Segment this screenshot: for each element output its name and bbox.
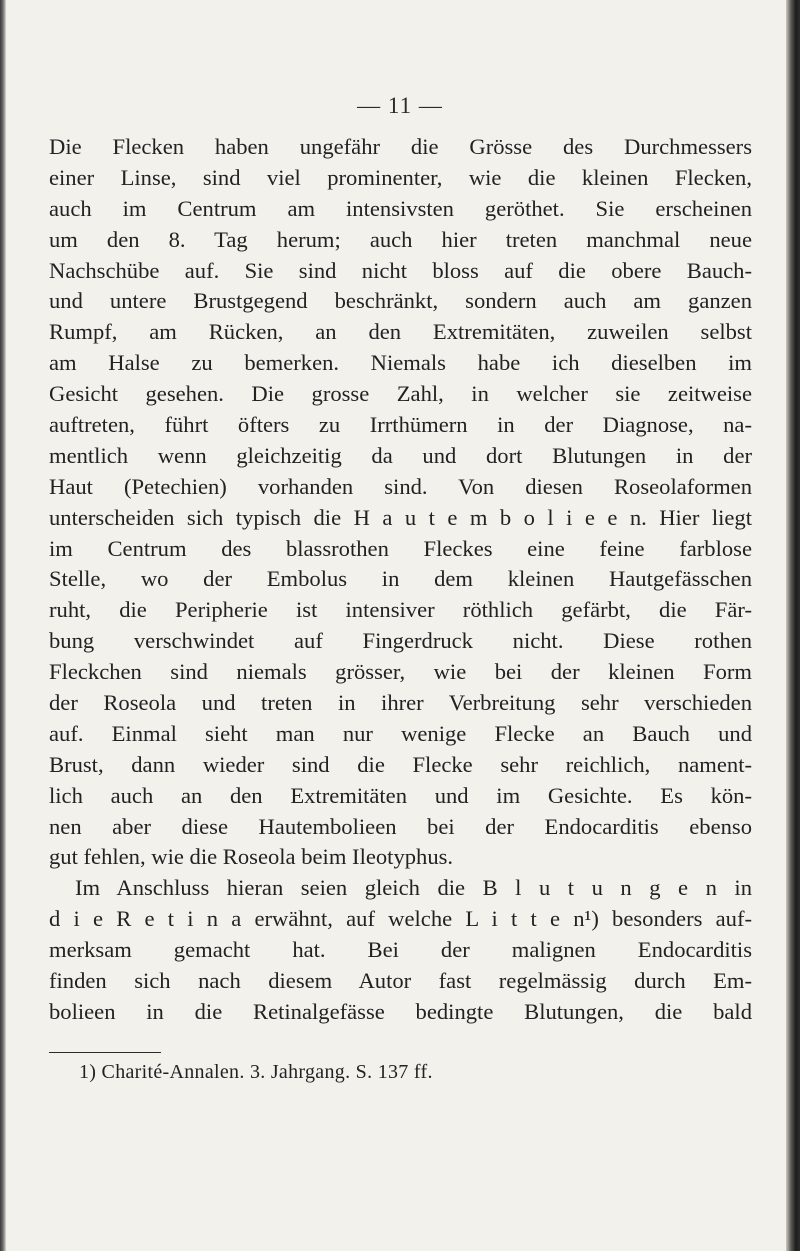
text-line: d i e R e t i n a erwähnt, auf welche L i t t e n¹) besonders auf-	[49, 906, 752, 932]
text-line: Im Anschluss hieran seien gleich die B l u t u n g e n in	[75, 875, 752, 901]
text-line: merksam gemacht hat. Bei der malignen Endocarditis	[49, 937, 752, 963]
text-line: am Halse zu bemerken. Niemals habe ich dieselben im	[49, 350, 752, 376]
footnote-rule	[49, 1052, 161, 1053]
text-line: gut fehlen, wie die Roseola beim Ileotyphus.	[49, 844, 454, 870]
text-line: im Centrum des blassrothen Fleckes eine feine farblose	[49, 535, 752, 561]
text-line: nen aber diese Hautembolieen bei der Endocarditis ebenso	[49, 813, 752, 839]
text-line: auftreten, führt öfters zu Irrthümern in der Diagnose, na-	[49, 412, 752, 438]
left-binding-edge	[0, 0, 6, 1251]
text-line: Rumpf, am Rücken, an den Extremitäten, zuweilen selbst	[49, 319, 752, 345]
text-line: Fleckchen sind niemals grösser, wie bei der kleinen Form	[49, 659, 752, 685]
page-number: — 11 —	[357, 93, 443, 118]
text-line: unterscheiden sich typisch die H a u t e m b o l i e e n. Hier liegt	[49, 504, 752, 530]
text-line: Die Flecken haben ungefähr die Grösse des Durchmessers	[49, 134, 752, 159]
text-line: bung verschwindet auf Fingerdruck nicht. Diese rothen	[49, 628, 752, 654]
text-line: Brust, dann wieder sind die Flecke sehr reichlich, nament-	[49, 751, 752, 777]
text-line: Haut (Petechien) vorhanden sind. Von diesen Roseolaformen	[49, 473, 752, 499]
body-text	[49, 132, 752, 1028]
right-binding-edge	[786, 0, 800, 1251]
text-line: einer Linse, sind viel prominenter, wie die kleinen Flecken,	[49, 164, 752, 190]
text-line: der Roseola und treten in ihrer Verbreitung sehr verschieden	[49, 690, 752, 716]
text-line: bolieen in die Retinalgefässe bedingte Blutungen, die bald	[49, 998, 752, 1024]
text-line: Nachschübe auf. Sie sind nicht bloss auf die obere Bauch-	[49, 257, 752, 283]
text-line: Stelle, wo der Embolus in dem kleinen Hautgefässchen	[49, 566, 752, 592]
text-line: und untere Brustgegend beschränkt, sondern auch am ganzen	[49, 288, 752, 314]
text-line: lich auch an den Extremitäten und im Gesichte. Es kön-	[49, 782, 752, 808]
text-line: finden sich nach diesem Autor fast regelmässig durch Em-	[49, 968, 752, 994]
footnote: 1) Charité-Annalen. 3. Jahrgang. S. 137 ff.	[79, 1061, 433, 1083]
text-line: mentlich wenn gleichzeitig da und dort Blutungen in der	[49, 442, 752, 468]
text-line: um den 8. Tag herum; auch hier treten manchmal neue	[49, 226, 752, 252]
text-line: auf. Einmal sieht man nur wenige Flecke an Bauch und	[49, 720, 752, 746]
text-line: auch im Centrum am intensivsten geröthet. Sie erscheinen	[49, 195, 752, 221]
text-line: Gesicht gesehen. Die grosse Zahl, in welcher sie zeitweise	[49, 381, 752, 407]
text-line: ruht, die Peripherie ist intensiver röthlich gefärbt, die Fär-	[49, 597, 752, 623]
